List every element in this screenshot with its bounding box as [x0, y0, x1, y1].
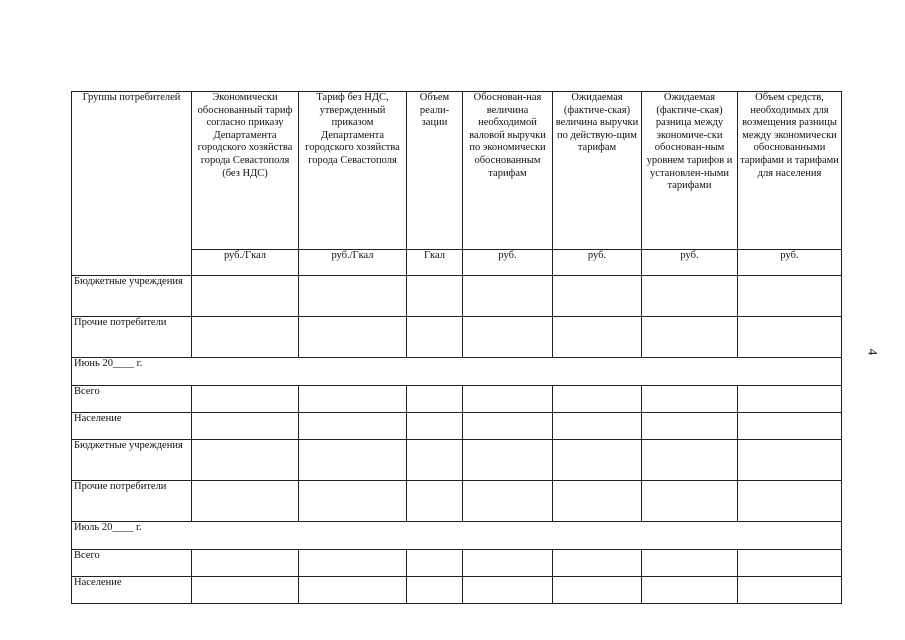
empty-cell [738, 481, 842, 522]
empty-cell [642, 440, 738, 481]
empty-cell [299, 386, 407, 413]
page-number: 4 [865, 348, 881, 356]
table-row [72, 577, 842, 604]
empty-cell [553, 577, 642, 604]
row-label: Всего [72, 550, 192, 577]
empty-cell [738, 413, 842, 440]
empty-cell [738, 440, 842, 481]
empty-cell [738, 550, 842, 577]
empty-cell [738, 386, 842, 413]
empty-cell [407, 276, 463, 317]
empty-cell [407, 440, 463, 481]
empty-cell [192, 413, 299, 440]
row-label: Население [72, 577, 192, 604]
empty-cell [192, 481, 299, 522]
table-header-row [72, 92, 842, 250]
header-expected-revenue: Ожидаемая (фактиче-ская) величина выручки по действую-щим тарифам [553, 92, 642, 250]
empty-cell [192, 550, 299, 577]
table-row [72, 317, 842, 358]
empty-cell [553, 481, 642, 522]
empty-cell [553, 386, 642, 413]
empty-cell [299, 481, 407, 522]
tariff-table [71, 91, 842, 604]
row-label: Бюджетные учреждения [72, 276, 192, 317]
empty-cell [407, 386, 463, 413]
empty-cell [463, 440, 553, 481]
empty-cell [463, 577, 553, 604]
empty-cell [642, 577, 738, 604]
row-label: Население [72, 413, 192, 440]
empty-cell [463, 317, 553, 358]
empty-cell [192, 317, 299, 358]
empty-cell [407, 481, 463, 522]
empty-cell [407, 550, 463, 577]
empty-cell [299, 550, 407, 577]
empty-cell [407, 317, 463, 358]
month-label: Июль 20____ г. [72, 522, 842, 550]
header-consumer-groups: Группы потребителей [72, 92, 192, 276]
header-expected-difference: Ожидаемая (фактиче-ская) разница между экономиче-ски обоснован-ным уровнем тарифов и установлен-ными тарифами [642, 92, 738, 250]
table-row [72, 413, 842, 440]
unit-cell: руб. [642, 250, 738, 276]
empty-cell [299, 317, 407, 358]
empty-cell [553, 276, 642, 317]
empty-cell [192, 276, 299, 317]
empty-cell [192, 440, 299, 481]
month-row [72, 358, 842, 386]
empty-cell [463, 413, 553, 440]
unit-cell: руб. [553, 250, 642, 276]
table-row [72, 440, 842, 481]
empty-cell [738, 317, 842, 358]
unit-cell: Гкал [407, 250, 463, 276]
empty-cell [553, 550, 642, 577]
empty-cell [463, 386, 553, 413]
row-label: Прочие потребители [72, 481, 192, 522]
month-row [72, 522, 842, 550]
row-label: Всего [72, 386, 192, 413]
header-sales-volume: Объем реали-зации [407, 92, 463, 250]
table-row [72, 386, 842, 413]
empty-cell [407, 577, 463, 604]
empty-cell [299, 577, 407, 604]
unit-cell: руб. [463, 250, 553, 276]
empty-cell [299, 413, 407, 440]
empty-cell [642, 317, 738, 358]
empty-cell [642, 413, 738, 440]
empty-cell [738, 577, 842, 604]
empty-cell [463, 481, 553, 522]
table-row [72, 276, 842, 317]
header-required-revenue: Обоснован-ная величина необходимой валовой выручки по экономически обоснованным тарифам [463, 92, 553, 250]
header-compensation-volume: Объем средств, необходимых для возмещения разницы между экономически обоснованными тарифами и тарифами для населения [738, 92, 842, 250]
header-approved-tariff: Тариф без НДС, утвержденный приказом Департамента городского хозяйства города Севастополя [299, 92, 407, 250]
row-label: Прочие потребители [72, 317, 192, 358]
unit-cell: руб./Гкал [192, 250, 299, 276]
empty-cell [642, 550, 738, 577]
row-label: Бюджетные учреждения [72, 440, 192, 481]
empty-cell [553, 413, 642, 440]
empty-cell [642, 276, 738, 317]
header-economic-tariff: Экономически обоснованный тариф согласно приказу Департамента городского хозяйства города Севастополя (без НДС) [192, 92, 299, 250]
empty-cell [463, 550, 553, 577]
empty-cell [299, 276, 407, 317]
table-row [72, 481, 842, 522]
empty-cell [463, 276, 553, 317]
month-label: Июнь 20____ г. [72, 358, 842, 386]
unit-cell: руб. [738, 250, 842, 276]
table-row [72, 550, 842, 577]
empty-cell [642, 386, 738, 413]
empty-cell [407, 413, 463, 440]
empty-cell [738, 276, 842, 317]
empty-cell [553, 317, 642, 358]
empty-cell [192, 577, 299, 604]
empty-cell [299, 440, 407, 481]
empty-cell [642, 481, 738, 522]
unit-cell: руб./Гкал [299, 250, 407, 276]
empty-cell [553, 440, 642, 481]
empty-cell [192, 386, 299, 413]
